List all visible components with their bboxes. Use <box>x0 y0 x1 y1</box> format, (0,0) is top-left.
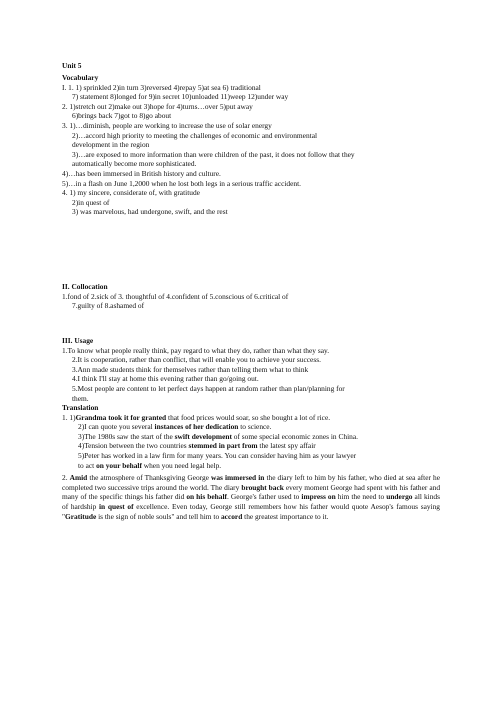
translation-text: that food prices would soar, so she bought a lot of rice. <box>166 412 331 422</box>
vocab-line: 2. 1)stretch out 2)make out 3)hope for 4)turns…over 5)put away <box>62 101 253 111</box>
translation-keyphrase: undergo <box>386 492 413 502</box>
usage-line: 4.I think I'll stay at home this evening rather than go/going out. <box>72 374 259 384</box>
translation-text: to science. <box>238 422 272 432</box>
vocab-line: 7) statement 8)longed for 9)in secret 10)unloaded 11)weep 12)under way <box>72 92 289 102</box>
translation-text: 3)The 1980s saw the start of the <box>78 431 175 441</box>
translation-keyphrase: impress on <box>301 492 336 502</box>
translation-paragraph <box>62 473 440 521</box>
translation-keyphrase: instances of her dedication <box>154 422 239 432</box>
translation-item <box>62 461 440 471</box>
vocab-line: 2)…accord high priority to meeting the challenges of economic and environmental <box>72 130 318 140</box>
translation-keyphrase: accord <box>220 511 243 521</box>
unit-title: Unit 5 <box>62 61 82 70</box>
translation-text: to act <box>78 460 97 470</box>
translation-item <box>62 413 440 423</box>
collocation-section <box>62 282 440 311</box>
translation-text: excellence. Even today, George still remembers how his father would quote Aesop's famous saying " <box>62 501 440 521</box>
vocab-line: development in the region <box>72 140 150 150</box>
usage-line: 3.Ann made students think for themselves rather than telling them what to think <box>72 364 309 374</box>
translation-item <box>62 422 440 432</box>
translation-keyphrase: was immersed in <box>211 473 265 483</box>
vocab-line: I. 1. 1) sprinkled 2)in turn 3)reversed 4)repay 5)at sea 6) traditional <box>62 82 261 92</box>
usage-line: 1.To know what people really think, pay regard to what they do, rather than what they say. <box>62 345 330 355</box>
collocation-line: 7.guilty of 8.ashamed of <box>72 301 145 311</box>
translation-text: 4)Tension between the two countries <box>78 441 189 451</box>
translation-keyphrase: Gratitude <box>65 511 97 521</box>
translation-keyphrase: swift development <box>174 431 232 441</box>
translation-keyphrase: stemmed in part from <box>188 441 258 451</box>
collocation-line: 1.fond of 2.sick of 3. thoughtful of 4.confident of 5.conscious of 6.critical of <box>62 291 289 301</box>
vocabulary-section <box>62 73 440 217</box>
translation-text: the greatest importance to it. <box>242 511 329 521</box>
translation-text: of some special economic zones in China. <box>231 431 358 441</box>
translation-keyphrase: Grandma took it for granted <box>75 412 167 422</box>
translation-text: is the sign of noble souls" and tell him to <box>96 511 221 521</box>
vocab-line: 4. 1) my sincere, considerate of, with gratitude <box>62 188 200 198</box>
translation-item <box>62 432 440 442</box>
translation-keyphrase: on your behalf <box>96 460 142 470</box>
translation-keyphrase: Amid <box>69 473 88 483</box>
vocab-line: 2)in quest of <box>72 197 110 207</box>
usage-line: 2.It is cooperation, rather than conflict, that will enable you to achieve your success. <box>72 355 321 365</box>
translation-text: . George's father used to <box>226 492 302 502</box>
vocab-line: 4)…has been immersed in British history and culture. <box>62 168 221 178</box>
collocation-heading: II. Collocation <box>62 282 108 291</box>
usage-heading: III. Usage <box>62 336 94 345</box>
translation-text: him the need to <box>335 492 387 502</box>
usage-section <box>62 336 440 403</box>
vocab-line: 3)…are exposed to more information than were children of the past, it does not follow that they <box>72 149 355 159</box>
vocab-line: 5)…in a flash on June 1,2000 when he lost both legs in a serious traffic accident. <box>62 178 301 188</box>
translation-text: the atmosphere of Thanksgiving George <box>87 473 211 483</box>
translation-text: 2. <box>62 473 70 483</box>
vocab-line: 3) was marvelous, had undergone, swift, and the rest <box>72 207 228 217</box>
vocabulary-heading: Vocabulary <box>62 73 99 82</box>
translation-text: the latest spy affair <box>257 441 316 451</box>
translation-text: 2)I can quote you several <box>78 422 155 432</box>
translation-heading: Translation <box>62 403 99 412</box>
translation-item <box>62 441 440 451</box>
translation-keyphrase: in quest of <box>99 501 134 511</box>
vocab-line: 6)brings back 7)got to 8)go about <box>72 111 172 121</box>
translation-keyphrase: on his behalf <box>186 492 227 502</box>
translation-text: all kinds of hardship <box>62 492 440 511</box>
vocab-line: automatically become more sophisticated. <box>72 159 197 169</box>
translation-item: 5)Peter has worked in a law firm for many years. You can consider having him as your lawyer <box>78 450 357 460</box>
translation-text: every moment George had spent with his father and many of the specific things his father did <box>62 482 441 502</box>
usage-line: 5.Most people are content to let perfect days happen at random rather than plan/planning for <box>72 383 345 393</box>
usage-line: them. <box>72 393 89 403</box>
translation-section <box>62 403 440 521</box>
translation-keyphrase: brought back <box>241 482 284 492</box>
translation-text: the diary left to him by his father, who died at sea after he completed two successive trips around the world. The diary <box>62 473 441 492</box>
translation-text: when you need legal help. <box>141 460 222 470</box>
translation-number: 1. 1) <box>62 412 76 422</box>
vocab-line: 3. 1)…diminish, people are working to increase the use of solar energy <box>62 120 272 130</box>
